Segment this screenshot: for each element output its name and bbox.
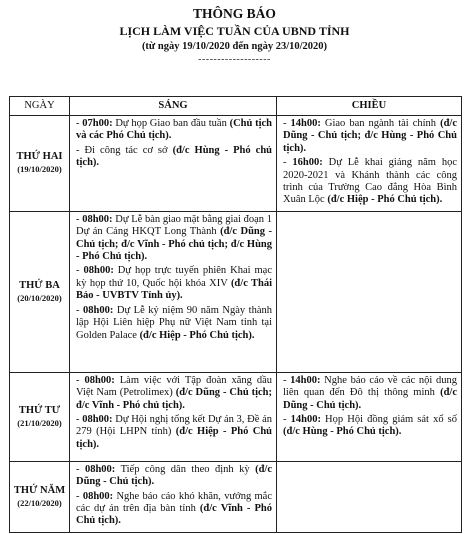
day-cell (10, 211, 70, 372)
item-person: (đ/c Thái Bảo - UVBTV Tỉnh ủy). (76, 277, 273, 302)
table-row (10, 116, 462, 212)
item-text: Họp Hội đồng giám sát xổ số (320, 414, 458, 426)
item-text: Dự Lễ bàn giao mặt bằng giai đoạn 1 Dự án Cảng HKQT Long Thành (76, 213, 272, 238)
schedule-item: - 08h00: Dự Lễ bàn giao mặt bằng giai đoạn 1 Dự án Cảng HKQT Long Thành (đ/c Dũng - Chủ tịch; đ/c Vĩnh - Phó chủ tịch; đ/c Hùng - Phó Chủ tịch). (76, 213, 272, 263)
item-person: (đ/c Hiệp - Phó Chủ tịch). (76, 426, 273, 450)
morning-cell (70, 461, 277, 532)
cell-content (277, 462, 461, 466)
col-header-morning: SÁNG (70, 97, 277, 116)
item-text: Nghe báo cáo khó khăn, vướng mắc các dự án trên địa bàn tỉnh (76, 490, 273, 515)
table-row (10, 372, 462, 461)
schedule-item: - 14h00: Nghe báo cáo về các nội dung liên quan đến Đô thị thông minh (đ/c Dũng - Chủ tịch). (283, 374, 457, 411)
item-text: Dự họp Giao ban đầu tuần (112, 118, 230, 129)
day-date: (22/10/2020) (17, 497, 62, 508)
schedule-item: - 08h00: Dự Hội nghị tổng kết Dự án 3, Đề án 279 (Hội LHPN tỉnh) (đ/c Hiệp - Phó Chủ tịch). (76, 414, 273, 450)
item-text: Dự Lễ kỷ niệm 90 năm Ngày thành lập Hội Liên hiệp Phụ nữ Việt Nam tỉnh tại Golden Palace (76, 304, 272, 341)
schedule-item: - 08h00: Dự Lễ kỷ niệm 90 năm Ngày thành lập Hội Liên hiệp Phụ nữ Việt Nam tỉnh tại Golden Palace (đ/c Hiệp - Phó Chủ tịch). (76, 304, 272, 341)
item-text: Tiếp công dân theo định kỳ (115, 463, 256, 475)
item-time: 08h00: (84, 374, 115, 386)
item-person: (đ/c Dũng - Chủ tịch). (76, 463, 273, 488)
cell-content (70, 212, 276, 346)
date-range: (từ ngày 19/10/2020 đến ngày 23/10/2020) (141, 41, 328, 52)
item-person: (đ/c Hiệp - Phó Chủ tịch). (139, 329, 255, 341)
schedule-table (9, 96, 462, 533)
item-text: Đi công tác cơ sở (84, 144, 173, 156)
item-time: 08h00: (82, 490, 114, 502)
item-time: 08h00: (82, 213, 113, 225)
page-subtitle: LỊCH LÀM VIỆC TUẦN CỦA UBND TỈNH (119, 24, 350, 38)
item-time: 14h00: (290, 118, 321, 129)
item-time: 16h00: (292, 157, 323, 169)
separator-dots: ------------------- (198, 54, 271, 65)
cell-content (277, 212, 461, 216)
item-person: (đ/c Dũng - Chủ tịch; đ/c Hùng - Phó Chủ tịch). (283, 118, 457, 154)
item-time: 14h00: (290, 414, 321, 426)
item-text: Làm việc với Tập đoàn xăng dầu Việt Nam (Petrolimex) (76, 374, 272, 399)
schedule-item: - 14h00: Giao ban ngành tài chính (đ/c Dũng - Chủ tịch; đ/c Hùng - Phó Chủ tịch). (283, 118, 457, 154)
item-time: 08h00: (83, 265, 114, 277)
schedule-item: - 08h00: Tiếp công dân theo định kỳ (đ/c Dũng - Chủ tịch). (76, 463, 273, 488)
table-body (10, 116, 462, 533)
item-text: Dự Hội nghị tổng kết Dự án 3, Đề án 279 (Hội LHPN tỉnh) (76, 414, 272, 438)
cell-content (277, 116, 461, 211)
schedule-item: - 08h00: Nghe báo cáo khó khăn, vướng mắc các dự án trên địa bàn tỉnh (đ/c Vĩnh - Phó Chủ tịch). (76, 490, 273, 527)
item-person: (đ/c Hiệp - Phó Chủ tịch). (327, 194, 443, 206)
schedule-item: - 07h00: Dự họp Giao ban đầu tuần (Chủ tịch và các Phó Chủ tịch). (76, 118, 272, 142)
item-time: 08h00: (82, 414, 113, 426)
item-text: Dự họp trực tuyến phiên Khai mạc kỳ họp thứ 10, Quốc hội khóa XIV (76, 265, 273, 289)
day-name: THỨ HAI (16, 151, 63, 163)
morning-cell (70, 372, 277, 461)
page-title: THÔNG BÁO (193, 6, 276, 21)
day-date: (21/10/2020) (17, 417, 62, 428)
day-cell (10, 461, 70, 532)
table-row (10, 461, 462, 532)
morning-cell (70, 211, 277, 372)
schedule-item: - 16h00: Dự Lễ khai giảng năm học 2020-2021 và Khánh thành các công trình của Trường Cao đẳng Hòa Bình Xuân Lộc (đ/c Hiệp - Phó Chủ tịch). (283, 157, 458, 206)
cell-content (70, 116, 276, 174)
schedule-item: - 14h00: Họp Hội đồng giám sát xổ số (đ/c Hùng - Phó Chủ tịch). (283, 414, 458, 438)
item-person: (đ/c Vĩnh - Phó Chủ tịch). (76, 503, 272, 527)
item-time: 08h00: (84, 463, 116, 475)
afternoon-cell (277, 116, 462, 212)
schedule-item: - 08h00: Làm việc với Tập đoàn xăng dầu Việt Nam (Petrolimex) (đ/c Dũng - Chủ tịch; đ/c Vĩnh - Phó chủ tịch). (76, 374, 272, 411)
col-header-day: NGÀY (10, 97, 70, 116)
day-date: (20/10/2020) (17, 292, 62, 303)
item-text: Nghe báo cáo về các nội dung liên quan đến Đô thị thông minh (283, 374, 457, 399)
cell-content (70, 373, 276, 455)
item-text: Giao ban ngành tài chính (320, 118, 441, 129)
day-name: THỨ BA (19, 279, 60, 291)
morning-cell (70, 116, 277, 212)
day-date: (19/10/2020) (17, 164, 62, 175)
item-time: 14h00: (290, 374, 321, 386)
item-person: (đ/c Hùng - Phó chủ tịch). (76, 144, 272, 169)
table-header-row (10, 97, 462, 116)
item-person: (đ/c Dũng - Chủ tịch; đ/c Vĩnh - Phó chủ tịch). (76, 387, 272, 411)
day-name: THỨ TƯ (18, 404, 61, 416)
cell-content (277, 373, 461, 443)
afternoon-cell (277, 372, 462, 461)
afternoon-cell (277, 461, 462, 532)
cell-content (70, 462, 276, 532)
day-cell (10, 372, 70, 461)
item-person: (đ/c Dũng - Chủ tịch). (283, 387, 457, 411)
day-name: THỨ NĂM (13, 484, 66, 496)
item-text: Dự Lễ khai giảng năm học 2020-2021 và Khánh thành các công trình của Trường Cao đẳng Hòa Bình Xuân Lộc (283, 157, 458, 206)
table-row (10, 211, 462, 372)
item-person: (đ/c Dũng - Chủ tịch; đ/c Vĩnh - Phó chủ tịch; đ/c Hùng - Phó Chủ tịch). (76, 226, 272, 263)
item-person: (Chủ tịch và các Phó Chủ tịch). (76, 118, 272, 142)
item-time: 07h00: (82, 118, 113, 129)
col-header-afternoon: CHIỀU (277, 97, 462, 116)
item-person: (đ/c Hùng - Phó Chủ tịch). (283, 426, 402, 438)
day-cell (10, 116, 70, 212)
item-time: 08h00: (83, 304, 114, 316)
schedule-item: - Đi công tác cơ sở (đ/c Hùng - Phó chủ tịch). (76, 144, 272, 169)
afternoon-cell (277, 211, 462, 372)
schedule-item: - 08h00: Dự họp trực tuyến phiên Khai mạc kỳ họp thứ 10, Quốc hội khóa XIV (đ/c Thái Bảo - UVBTV Tỉnh ủy). (76, 265, 273, 302)
